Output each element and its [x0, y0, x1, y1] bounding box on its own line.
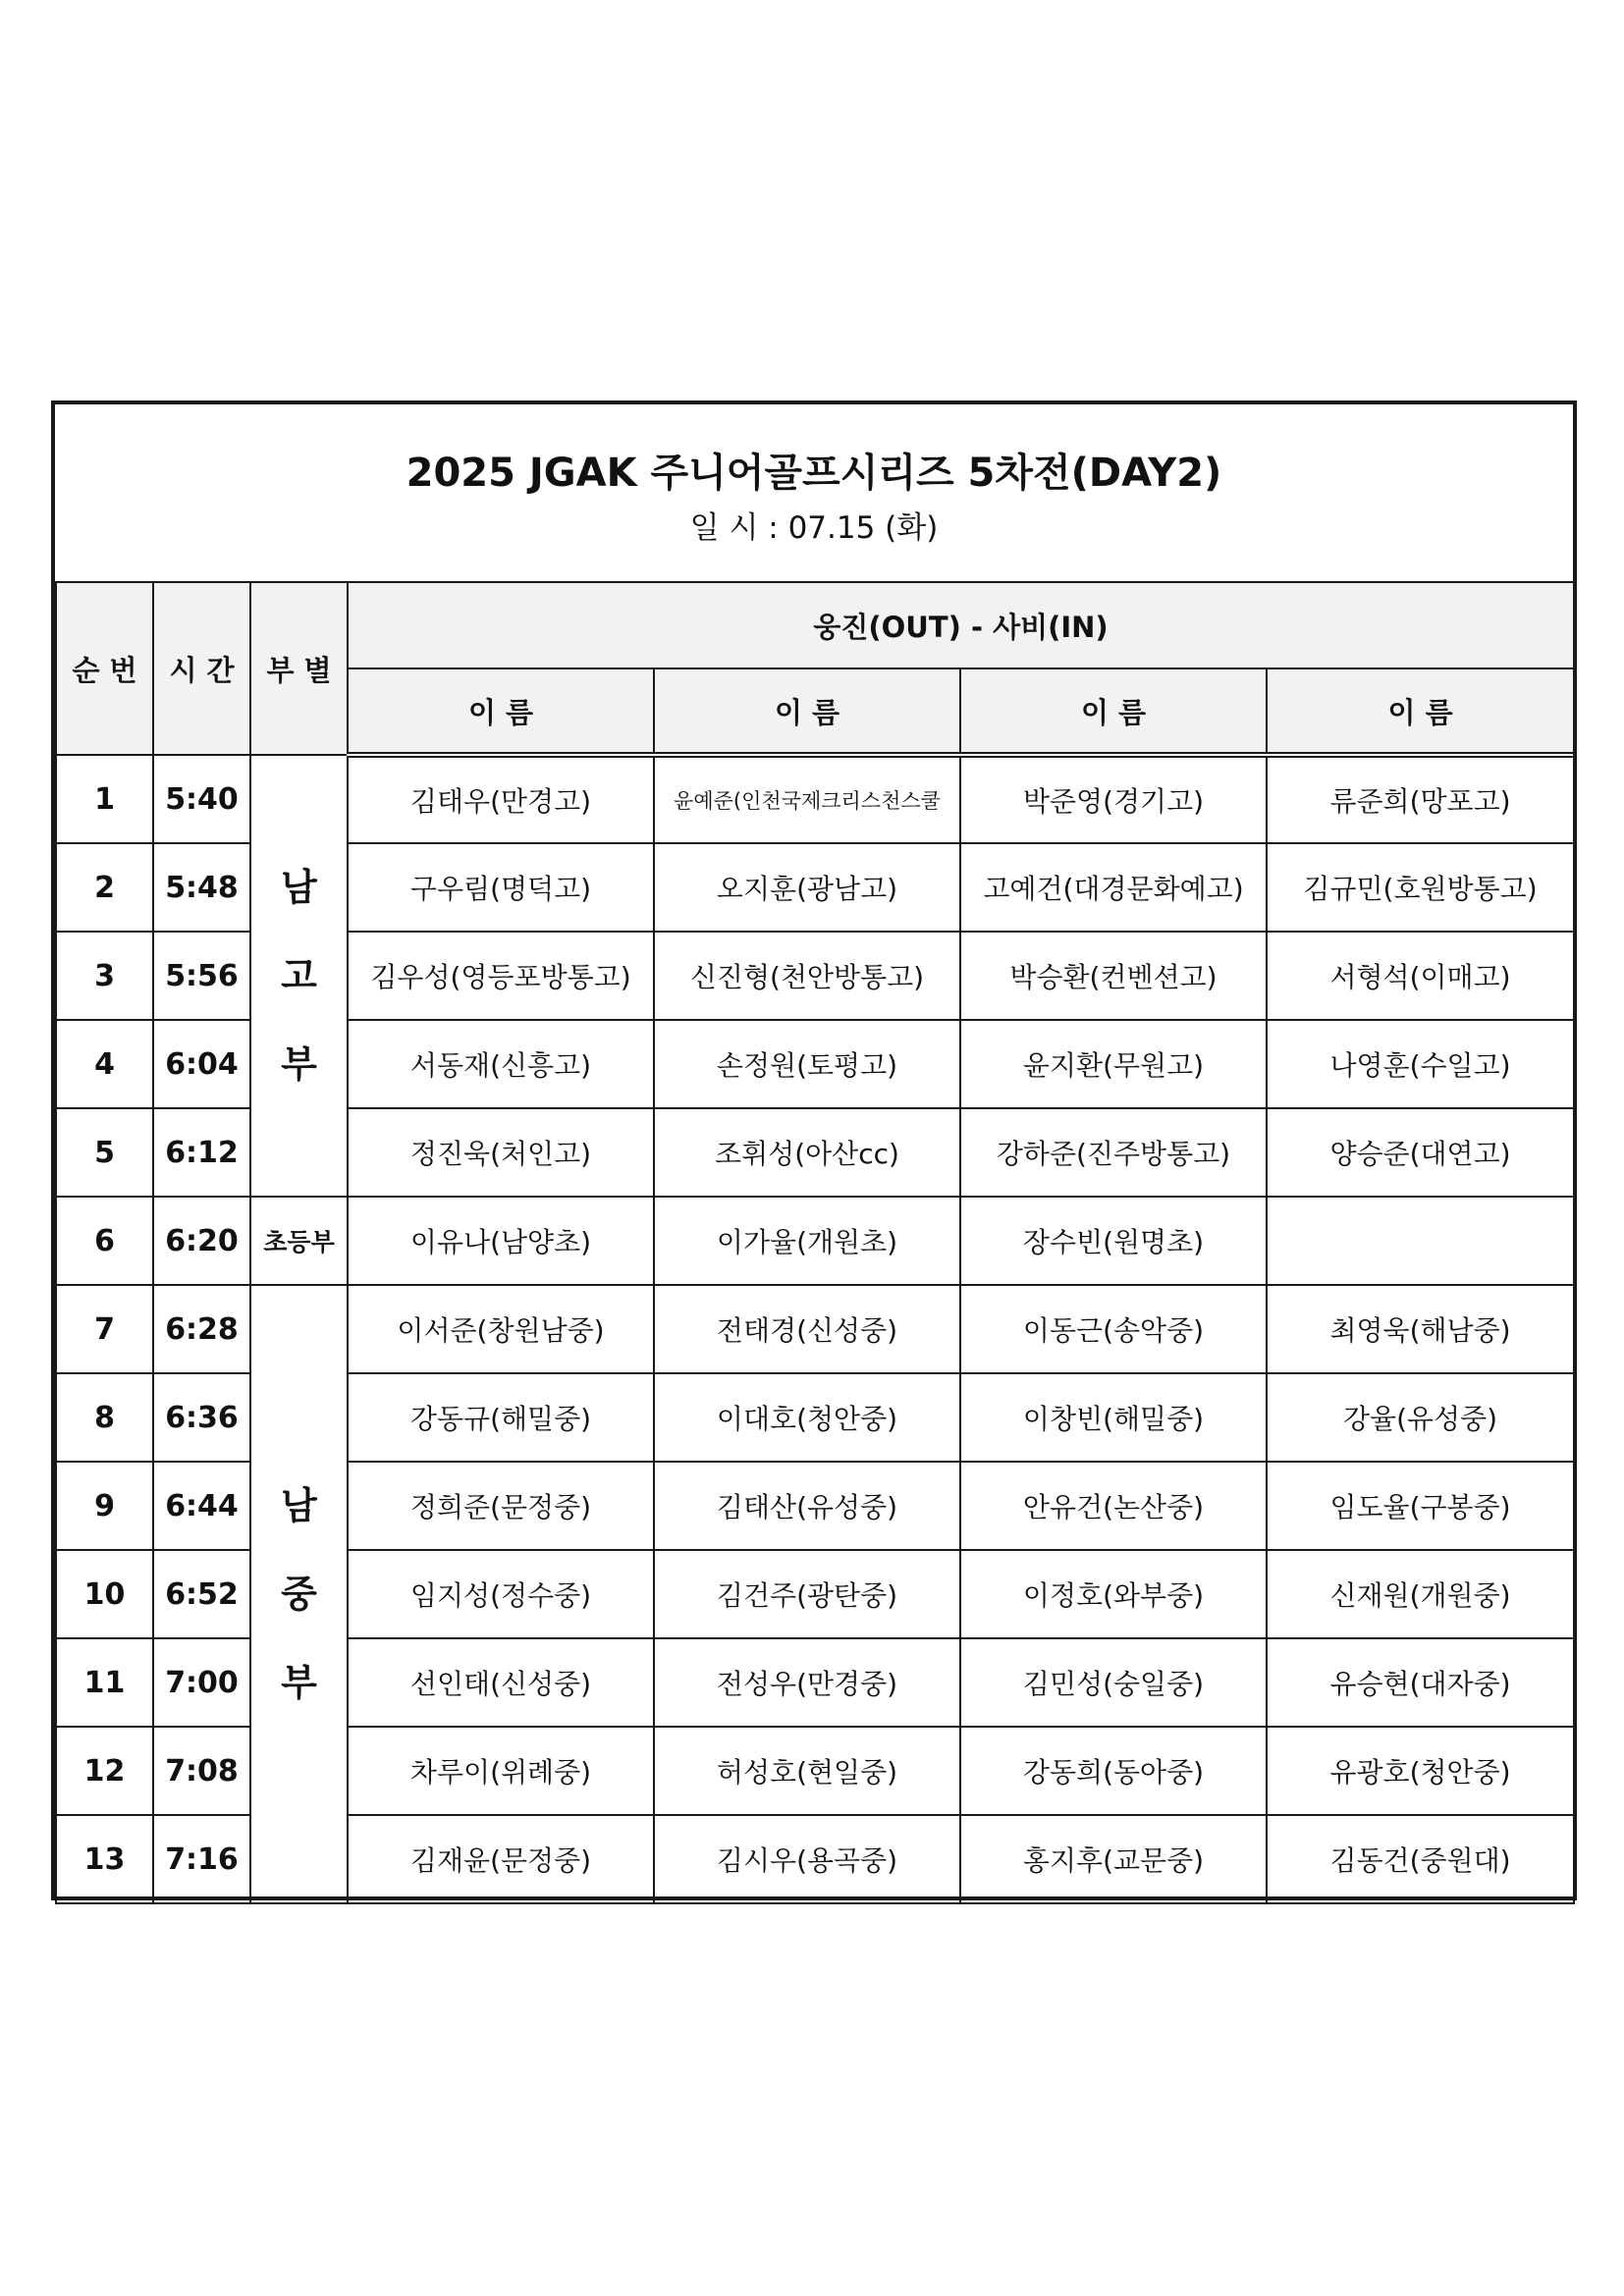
tee-time: 5:48 — [153, 843, 250, 932]
col-header-name-3: 이 름 — [960, 668, 1267, 755]
row-number: 11 — [56, 1638, 153, 1727]
tee-time: 7:00 — [153, 1638, 250, 1727]
event-date: 일 시 : 07.15 (화) — [689, 510, 939, 546]
tee-time: 7:16 — [153, 1815, 250, 1903]
player-name: 홍지후(교문중) — [960, 1815, 1267, 1903]
table-row — [56, 755, 1574, 843]
col-header-name-4: 이 름 — [1267, 668, 1574, 755]
col-header-order: 순 번 — [56, 582, 153, 755]
tee-time: 5:56 — [153, 932, 250, 1020]
tee-time: 6:04 — [153, 1020, 250, 1108]
pairing-table — [55, 581, 1575, 1904]
player-name: 정진욱(처인고) — [348, 1108, 654, 1197]
player-name: 김건주(광탄중) — [654, 1550, 960, 1638]
division-char: 부 — [281, 1661, 317, 1704]
row-number: 8 — [56, 1373, 153, 1462]
tee-time: 7:08 — [153, 1727, 250, 1815]
row-number: 4 — [56, 1020, 153, 1108]
player-name: 이대호(청안중) — [654, 1373, 960, 1462]
row-number: 6 — [56, 1197, 153, 1285]
player-name: 고예건(대경문화예고) — [960, 843, 1267, 932]
player-name: 이서준(창원남중) — [348, 1285, 654, 1373]
tee-time: 6:12 — [153, 1108, 250, 1197]
division-elementary: 초등부 — [250, 1197, 348, 1285]
player-name: 박승환(컨벤션고) — [960, 932, 1267, 1020]
tee-time: 6:20 — [153, 1197, 250, 1285]
division-char: 남 — [281, 1484, 317, 1527]
player-name: 전태경(신성중) — [654, 1285, 960, 1373]
tee-time: 6:44 — [153, 1462, 250, 1550]
tee-time: 6:36 — [153, 1373, 250, 1462]
player-name: 차루이(위례중) — [348, 1727, 654, 1815]
player-name: 정희준(문정중) — [348, 1462, 654, 1550]
player-name: 이정호(와부중) — [960, 1550, 1267, 1638]
player-name — [1267, 1197, 1574, 1285]
player-name: 유승현(대자중) — [1267, 1638, 1574, 1727]
tee-time: 6:52 — [153, 1550, 250, 1638]
player-name: 강동희(동아중) — [960, 1727, 1267, 1815]
col-header-course: 웅진(OUT) - 사비(IN) — [348, 582, 1574, 668]
player-name: 김태산(유성중) — [654, 1462, 960, 1550]
player-name: 양승준(대연고) — [1267, 1108, 1574, 1197]
player-name: 김민성(숭일중) — [960, 1638, 1267, 1727]
table-row — [56, 1285, 1574, 1373]
row-number: 13 — [56, 1815, 153, 1903]
row-number: 5 — [56, 1108, 153, 1197]
division-char: 중 — [281, 1573, 317, 1616]
header-row-1 — [56, 582, 1574, 668]
division-high-boys — [250, 755, 348, 1197]
player-name: 최영욱(해남중) — [1267, 1285, 1574, 1373]
page-title: 2025 JGAK 주니어골프시리즈 5차전(DAY2) — [406, 451, 1222, 496]
player-name: 선인태(신성중) — [348, 1638, 654, 1727]
col-header-name-1: 이 름 — [348, 668, 654, 755]
player-name: 김재윤(문정중) — [348, 1815, 654, 1903]
player-name: 강율(유성중) — [1267, 1373, 1574, 1462]
player-name: 손정원(토평고) — [654, 1020, 960, 1108]
player-name: 이유나(남양초) — [348, 1197, 654, 1285]
player-name: 장수빈(원명초) — [960, 1197, 1267, 1285]
player-name: 김동건(중원대) — [1267, 1815, 1574, 1903]
row-number: 10 — [56, 1550, 153, 1638]
player-name: 이동근(송악중) — [960, 1285, 1267, 1373]
division-middle-boys — [250, 1285, 348, 1903]
player-name: 구우림(명덕고) — [348, 843, 654, 932]
player-name: 박준영(경기고) — [960, 755, 1267, 843]
player-name: 강동규(해밀중) — [348, 1373, 654, 1462]
title-box — [55, 404, 1573, 584]
player-name: 김규민(호원방통고) — [1267, 843, 1574, 932]
row-number: 1 — [56, 755, 153, 843]
player-name: 이창빈(해밀중) — [960, 1373, 1267, 1462]
player-name: 강하준(진주방통고) — [960, 1108, 1267, 1197]
col-header-time: 시 간 — [153, 582, 250, 755]
col-header-division: 부 별 — [250, 582, 348, 755]
player-name: 허성호(현일중) — [654, 1727, 960, 1815]
player-name: 오지훈(광남고) — [654, 843, 960, 932]
player-name: 윤예준(인천국제크리스천스쿨 — [654, 755, 960, 843]
row-number: 12 — [56, 1727, 153, 1815]
player-name: 임도율(구봉중) — [1267, 1462, 1574, 1550]
player-name: 신진형(천안방통고) — [654, 932, 960, 1020]
tee-time: 5:40 — [153, 755, 250, 843]
player-name: 김우성(영등포방통고) — [348, 932, 654, 1020]
division-char: 고 — [281, 954, 317, 997]
row-number: 3 — [56, 932, 153, 1020]
player-name: 서동재(신흥고) — [348, 1020, 654, 1108]
player-name: 임지성(정수중) — [348, 1550, 654, 1638]
division-char: 부 — [281, 1042, 317, 1086]
table-row — [56, 1197, 1574, 1285]
player-name: 이가율(개원초) — [654, 1197, 960, 1285]
tee-time-sheet — [51, 400, 1577, 1900]
player-name: 신재원(개원중) — [1267, 1550, 1574, 1638]
player-name: 서형석(이매고) — [1267, 932, 1574, 1020]
player-name: 윤지환(무원고) — [960, 1020, 1267, 1108]
row-number: 9 — [56, 1462, 153, 1550]
player-name: 류준희(망포고) — [1267, 755, 1574, 843]
col-header-name-2: 이 름 — [654, 668, 960, 755]
player-name: 유광호(청안중) — [1267, 1727, 1574, 1815]
player-name: 안유건(논산중) — [960, 1462, 1267, 1550]
player-name: 나영훈(수일고) — [1267, 1020, 1574, 1108]
player-name: 조휘성(아산cc) — [654, 1108, 960, 1197]
player-name: 김시우(용곡중) — [654, 1815, 960, 1903]
player-name: 전성우(만경중) — [654, 1638, 960, 1727]
row-number: 7 — [56, 1285, 153, 1373]
division-char: 남 — [281, 866, 317, 909]
row-number: 2 — [56, 843, 153, 932]
tee-time: 6:28 — [153, 1285, 250, 1373]
player-name: 김태우(만경고) — [348, 755, 654, 843]
